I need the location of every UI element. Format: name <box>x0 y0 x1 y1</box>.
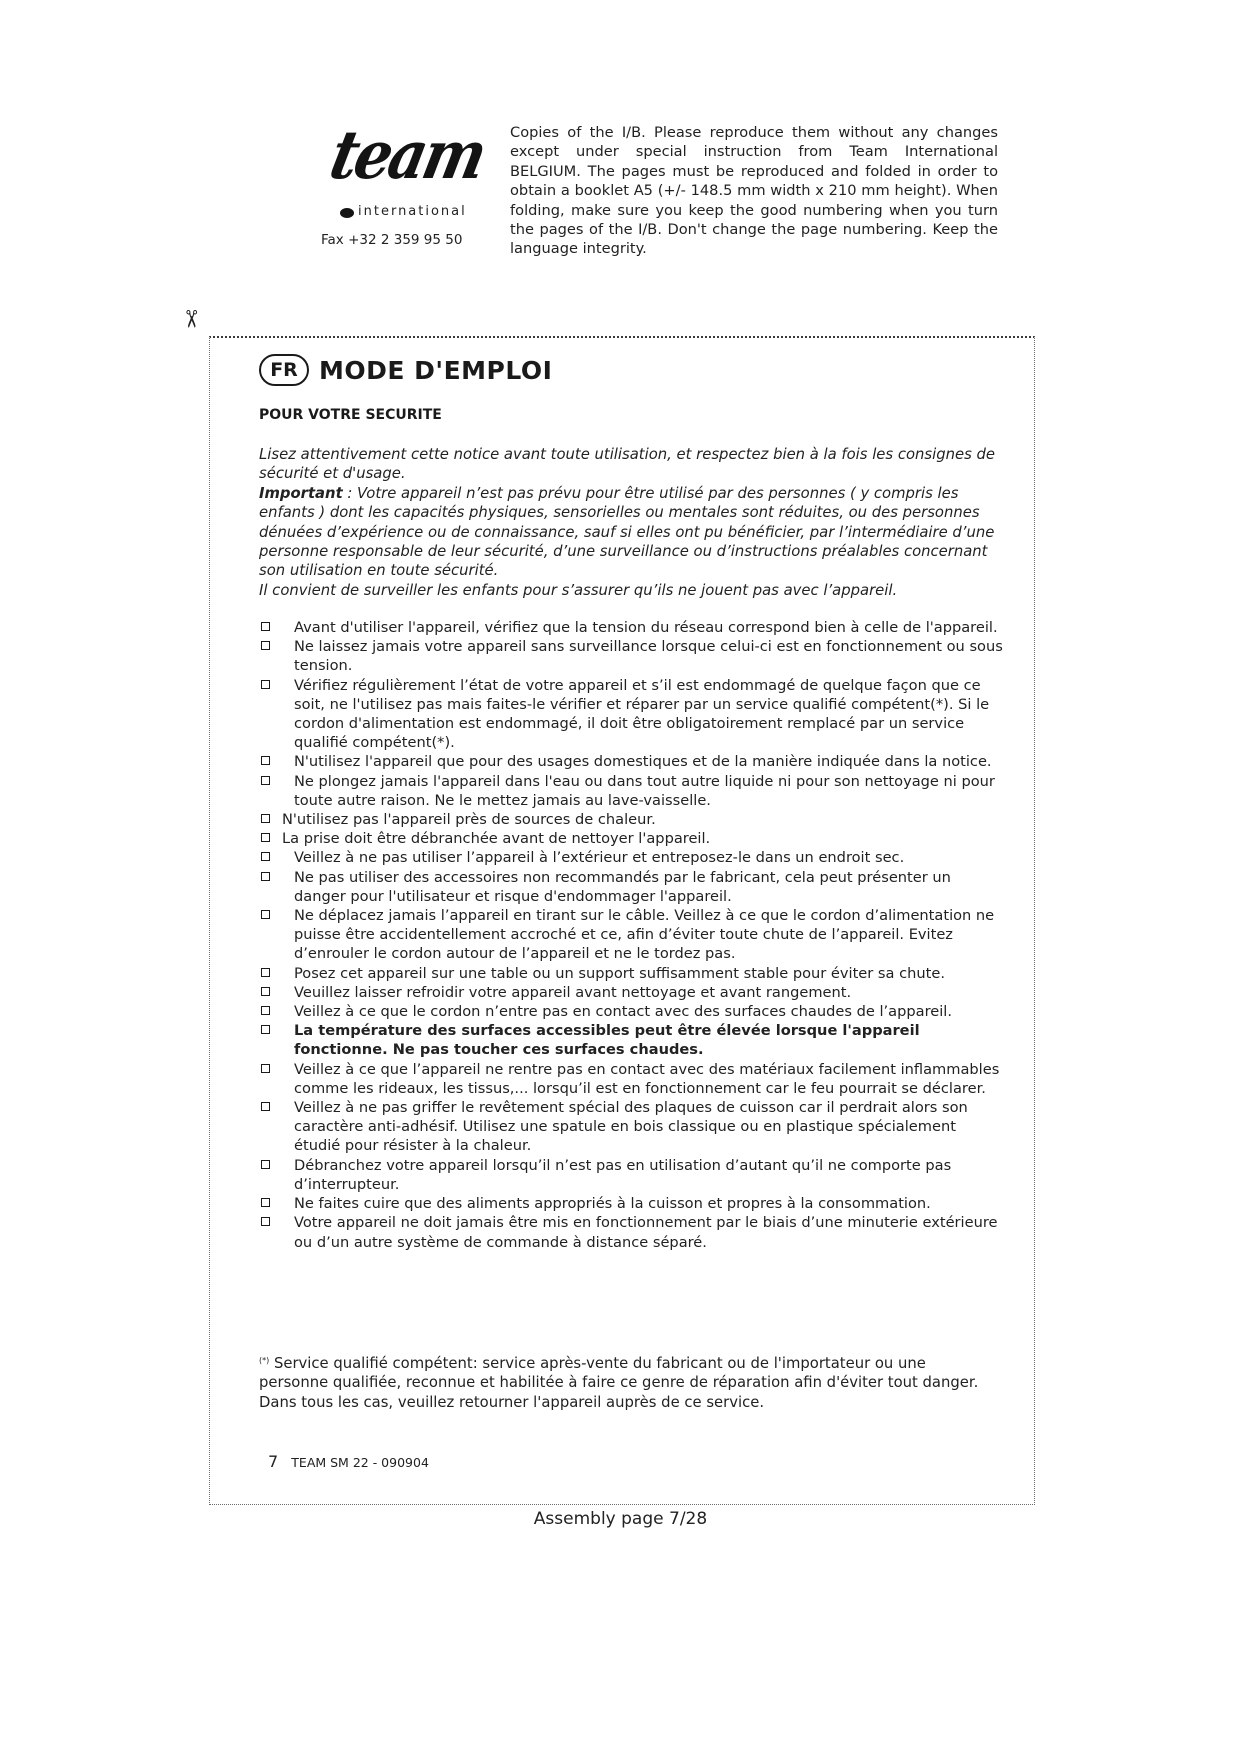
list-item: Avant d'utiliser l'appareil, vérifiez que la tension du réseau correspond bien à celle de l'appareil. <box>259 618 1004 637</box>
important-text: : Votre appareil n’est pas prévu pour être utilisé par des personnes ( y compris les enfants ) dont les capacités physiques, sensorielles ou mentales sont réduites, ou des personnes dénuées d’expérience ou de connaissance, sauf si elles ont pu bénéficier, par l’intermédiaire d’une personne responsable de leur sécurité, d’une surveillance ou d’instructions préalables concernant son utilisation en toute sécurité. <box>259 484 995 580</box>
footnote <box>259 1351 995 1412</box>
safety-intro <box>259 445 995 600</box>
list-item: Débranchez votre appareil lorsqu’il n’est pas en utilisation d’autant qu’il ne comporte pas d’interrupteur. <box>259 1156 1004 1194</box>
list-item: Vérifiez régulièrement l’état de votre appareil et s’il est endommagé de quelque façon que ce soit, ne l'utilisez pas mais faites-le vérifier et réparer par un service qualifié compétent(*). Si le cordon d'alimentation est endommagé, il doit être obligatoirement remplacé par un service qualifié compétent(*). <box>259 676 1004 753</box>
list-item: Ne laissez jamais votre appareil sans surveillance lorsque celui-ci est en fonctionnement ou sous tension. <box>259 637 1004 675</box>
checkbox-bullet-icon <box>261 1064 270 1073</box>
list-item: Veillez à ce que le cordon n’entre pas en contact avec des surfaces chaudes de l’appareil. <box>259 1002 1004 1021</box>
logo-wordmark: team <box>323 115 491 195</box>
list-item: La prise doit être débranchée avant de nettoyer l'appareil. <box>259 829 1004 848</box>
page-footer <box>268 1452 429 1471</box>
page-number: 7 <box>268 1452 279 1471</box>
section-title: POUR VOTRE SECURITE <box>259 407 442 423</box>
language-badge: FR <box>259 354 309 386</box>
logo-swoosh <box>340 208 354 218</box>
checkbox-bullet-icon <box>261 1006 270 1015</box>
logo-subtitle: international <box>358 204 467 219</box>
list-item: Veillez à ne pas utiliser l’appareil à l’extérieur et entreposez-le dans un endroit sec. <box>259 848 1004 867</box>
list-item-warning: La température des surfaces accessibles peut être élevée lorsque l'appareil fonctionne. Ne pas toucher ces surfaces chaudes. <box>259 1021 1004 1059</box>
footnote-text: Service qualifié compétent: service après-vente du fabricant ou de l'importateur ou une personne qualifiée, reconnue et habilitée à faire ce genre de réparation afin d'éviter tout danger. Dans tous les cas, veuillez retourner l'appareil auprès de ce service. <box>259 1355 979 1411</box>
footnote-mark: (*) <box>259 1356 270 1365</box>
scissors-icon: ✂ <box>177 308 206 330</box>
important-label: Important <box>259 484 343 502</box>
checkbox-bullet-icon <box>261 776 270 785</box>
list-item: Veillez à ne pas griffer le revêtement spécial des plaques de cuisson car il perdrait alors son caractère anti-adhésif. Utilisez une spatule en bois classique ou en plastique spécialement étudié pour résister à la chaleur. <box>259 1098 1004 1156</box>
list-item: Ne faites cuire que des aliments appropriés à la cuisson et propres à la consommation. <box>259 1194 1004 1213</box>
safety-list <box>259 618 1004 1252</box>
list-item: N'utilisez l'appareil que pour des usages domestiques et de la manière indiquée dans la notice. <box>259 752 1004 771</box>
checkbox-bullet-icon <box>261 1198 270 1207</box>
important-paragraph <box>259 484 995 581</box>
list-item: Veuillez laisser refroidir votre appareil avant nettoyage et avant rangement. <box>259 983 1004 1002</box>
checkbox-bullet-icon <box>261 910 270 919</box>
assembly-page-label: Assembly page 7/28 <box>533 1509 708 1529</box>
checkbox-bullet-icon <box>261 814 270 823</box>
manual-heading <box>259 352 552 388</box>
list-item: Veillez à ce que l’appareil ne rentre pas en contact avec des matériaux facilement inflammables comme les rideaux, les tissus,... lorsqu’il est en fonctionnement car le feu pourrait se déclarer. <box>259 1060 1004 1098</box>
checkbox-bullet-icon <box>261 1025 270 1034</box>
checkbox-bullet-icon <box>261 968 270 977</box>
checkbox-bullet-icon <box>261 680 270 689</box>
children-paragraph: Il convient de surveiller les enfants pour s’assurer qu’ils ne jouent pas avec l’appareil. <box>259 581 898 599</box>
checkbox-bullet-icon <box>261 872 270 881</box>
model-reference: TEAM SM 22 - 090904 <box>291 1455 429 1470</box>
list-item: Ne pas utiliser des accessoires non recommandés par le fabricant, cela peut présenter un danger pour l'utilisateur et risque d'endommager l'appareil. <box>259 868 1004 906</box>
page-title: MODE D'EMPLOI <box>319 355 553 385</box>
checkbox-bullet-icon <box>261 1102 270 1111</box>
checkbox-bullet-icon <box>261 622 270 631</box>
list-item: Votre appareil ne doit jamais être mis en fonctionnement par le biais d’une minuterie extérieure ou d’un autre système de commande à distance séparé. <box>259 1213 1004 1251</box>
checkbox-bullet-icon <box>261 756 270 765</box>
checkbox-bullet-icon <box>261 641 270 650</box>
intro-paragraph: Lisez attentivement cette notice avant toute utilisation, et respectez bien à la fois les consignes de sécurité et d'usage. <box>259 446 995 483</box>
reproduction-instructions: Copies of the I/B. Please reproduce them without any changes except under special instruction from Team International BELGIUM. The pages must be reproduced and folded in order to obtain a booklet A5 (+/- 148.5 mm width x 210 mm height). When folding, make sure you keep the good numbering when you turn the pages of the I/B. Don't change the page numbering. Keep the language integrity. <box>510 124 998 258</box>
checkbox-bullet-icon <box>261 852 270 861</box>
checkbox-bullet-icon <box>261 1160 270 1169</box>
list-item: Posez cet appareil sur une table ou un support suffisamment stable pour éviter sa chute. <box>259 964 1004 983</box>
checkbox-bullet-icon <box>261 833 270 842</box>
list-item: Ne plongez jamais l'appareil dans l'eau ou dans tout autre liquide ni pour son nettoyage ni pour toute autre raison. Ne le mettez jamais au lave-vaisselle. <box>259 772 1004 810</box>
fax-number: Fax +32 2 359 95 50 <box>321 232 463 248</box>
team-international-logo <box>323 115 491 228</box>
list-item: Ne déplacez jamais l’appareil en tirant sur le câble. Veillez à ce que le cordon d’alimentation ne puisse être accidentellement accroché et ce, afin d’éviter toute chute de l’appareil. Evitez d’enrouler le cordon autour de l’appareil et ne le tordez pas. <box>259 906 1004 964</box>
checkbox-bullet-icon <box>261 1217 270 1226</box>
list-item: N'utilisez pas l'appareil près de sources de chaleur. <box>259 810 1004 829</box>
checkbox-bullet-icon <box>261 987 270 996</box>
